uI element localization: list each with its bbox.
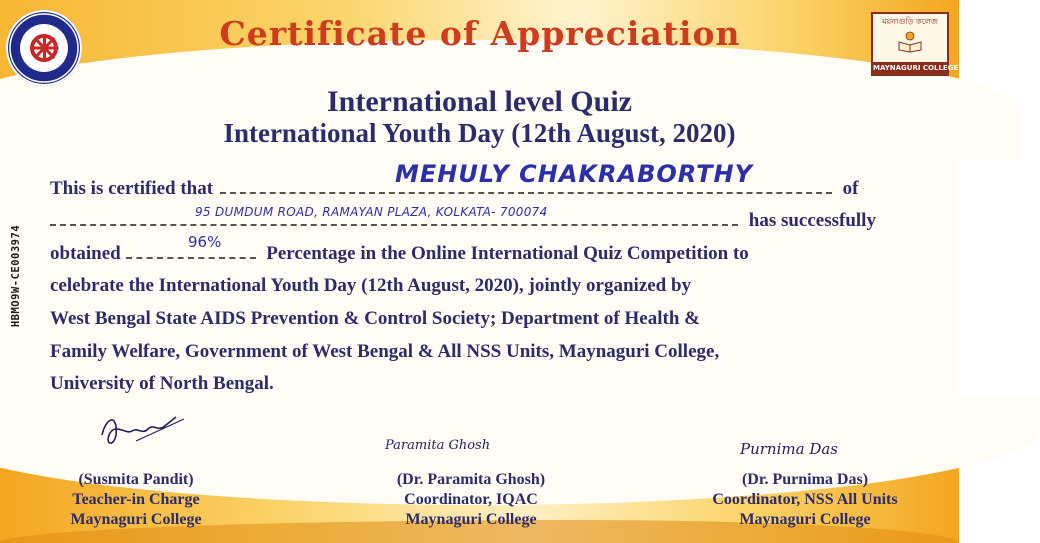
signatory-1-org: Maynaguri College [70,511,202,528]
body-line-5: West Bengal State AIDS Prevention & Control Society; Department of Health & [50,308,700,329]
college-logo [871,12,959,76]
signature-pandit [96,405,186,455]
open-book-icon [897,30,923,52]
signatory-3-org: Maynaguri College [739,511,871,528]
recipient-name: MEHULY CHAKRABORTHY [395,160,753,188]
signatory-1-name: (Susmita Pandit) [78,471,194,488]
signatory-2-role: Coordinator, IQAC [404,491,538,508]
event-title: International level Quiz [327,85,632,118]
signatory-3 [675,470,935,530]
body-line-4: celebrate the International Youth Day (12th August, 2020), jointly organized by [50,275,692,296]
nss-logo [6,10,82,86]
obtained-text: obtained [50,243,121,264]
college-logo-bengali: ময়নাগুড়ি কলেজ [882,17,938,26]
signatory-1-role: Teacher-in Charge [72,491,200,508]
signatory-2-name: (Dr. Paramita Ghosh) [396,471,546,488]
college-logo-name: MAYNAGURI COLLEGE [873,64,959,72]
of-text: of [842,178,859,199]
serial-number: HBMO9W-CE003974 [10,224,22,328]
signatory-2 [341,470,601,530]
body-line-3 [50,241,920,267]
successfully-text: has successfully [748,210,876,231]
signatory-3-role: Coordinator, NSS All Units [712,491,898,508]
signature-ghosh: Paramita Ghosh [385,438,491,453]
recipient-address: 95 DUMDUM ROAD, RAMAYAN PLAZA, KOLKATA- 700074 [195,205,548,219]
recipient-percentage: 96% [188,233,222,251]
percentage-text: Percentage in the Online International Quiz Competition to [266,243,749,264]
certified-text: This is certified that [50,178,214,199]
signatory-3-name: (Dr. Purnima Das) [741,471,869,488]
body-line-7: University of North Bengal. [50,373,274,394]
body-line-6: Family Welfare, Government of West Bengal & All NSS Units, Maynaguri College, [50,341,720,362]
signatory-1 [6,470,266,530]
certificate-title: Certificate of Appreciation [219,14,741,53]
signatory-2-org: Maynaguri College [405,511,537,528]
event-subtitle: International Youth Day (12th August, 2020) [223,118,736,148]
serial-number-strip [3,215,25,345]
signature-das: Purnima Das [740,440,838,458]
